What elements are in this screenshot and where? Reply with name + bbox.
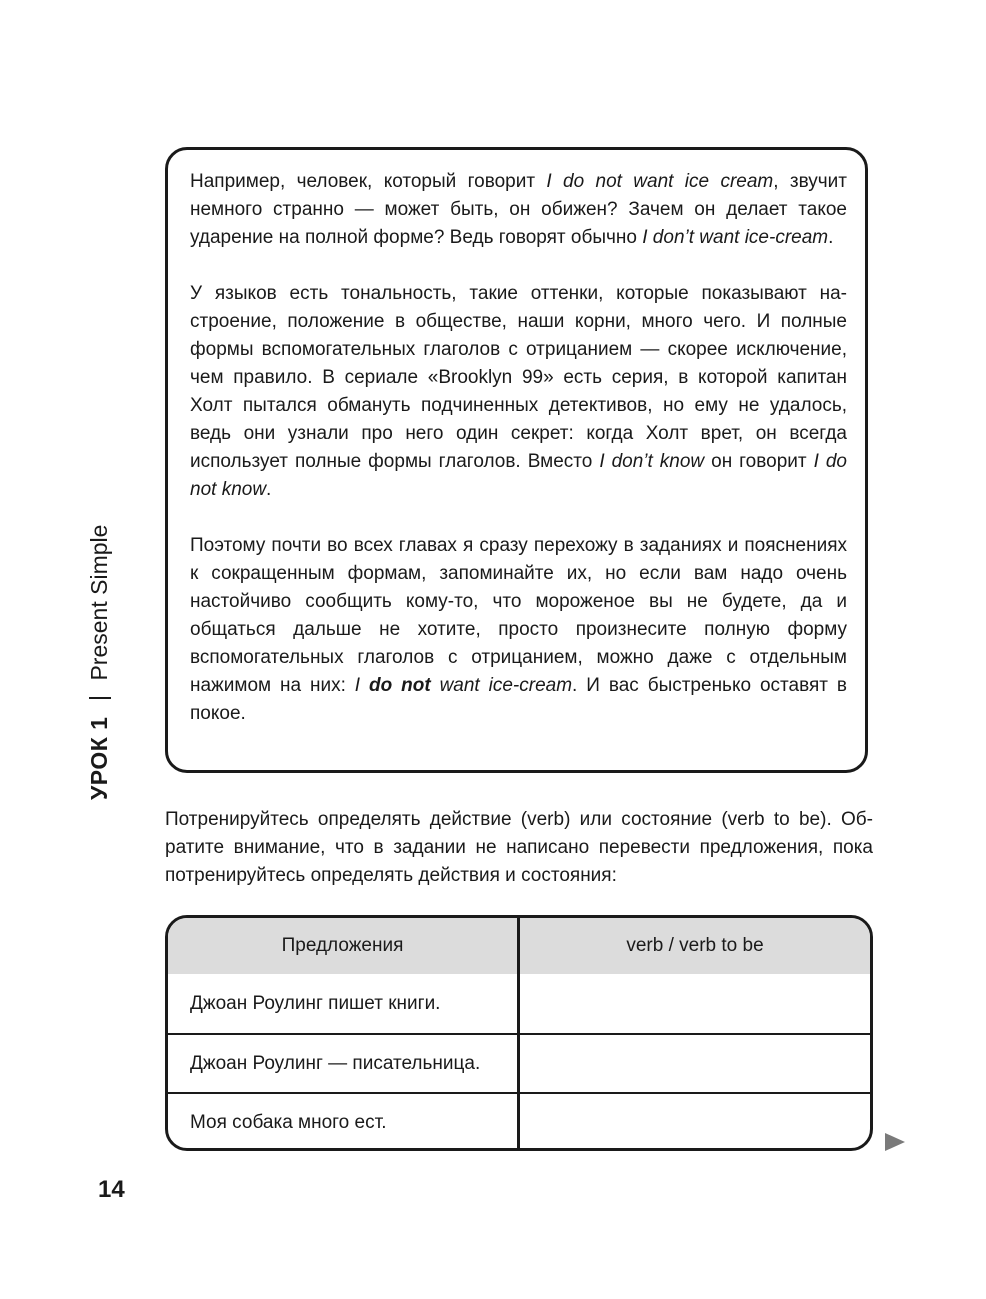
lesson-label: УРОК 1 — [86, 716, 112, 800]
note-paragraph-2: У языков есть тональность, такие оттенки, которые показывают настроение, положение в обществе, наши корни, много чего. И полные формы вспомогательных глаголов с отрицанием — скорее исключение, чем правило. В сериале «Brooklyn 99» есть серия, в которой капитан Холт пытался обмануть подчиненных детективов, но ему не удалось, ведь они узнали про него один секрет: когда Холт врет, он всегда использует полные формы глаголов. Вместо I don’t know он говорит I do not know. — [190, 283, 847, 500]
note-box-text — [190, 168, 847, 728]
lesson-sidebar — [88, 525, 111, 800]
sidebar-divider — [89, 697, 111, 699]
table-row — [168, 974, 870, 1033]
header-verb-type: verb / verb to be — [626, 935, 764, 956]
sentence-cell: Джоан Роулинг пишет книги. — [168, 974, 520, 1033]
answer-cell[interactable] — [520, 1094, 870, 1151]
sentence-cell: Моя собака много ест. — [168, 1094, 520, 1151]
table-row — [168, 1033, 870, 1092]
exercise-table — [165, 915, 873, 1151]
sentence-cell: Джоан Роулинг — писательница. — [168, 1035, 520, 1092]
topic-label: Present Simple — [86, 524, 112, 681]
answer-cell[interactable] — [520, 1035, 870, 1092]
next-arrow-icon[interactable] — [885, 1133, 905, 1151]
note-paragraph-3: Поэтому почти во всех главах я сразу перехожу в заданиях и пояснениях к сокращенным формам, запоминайте их, но если вам надо очень настойчиво сообщить кому-то, что мороженое вы не будете, да и общаться дальше не хотите, просто произнесите полную форму вспомогательных глаголов с отрицанием, можно даже с отдельным нажимом на них: I do not want ice-cream. И вас быстренько оставят в покое. — [190, 535, 847, 724]
table-header-row — [168, 918, 870, 974]
exercise-instructions: Потренируйтесь определять действие (verb) или состояние (verb to be). Обратите внимание, что в задании не написано перевести предложения, пока потренируйтесь определять действия и состояния: — [165, 809, 873, 886]
header-sentences: Предложения — [168, 918, 520, 974]
table-row — [168, 1092, 870, 1151]
answer-cell[interactable] — [520, 974, 870, 1033]
note-paragraph-1: Например, человек, который говорит I do not want ice cream, звучит немного странно — может быть, он обижен? Зачем он делает такое ударение на полной форме? Ведь говорят обычно I don’t want ice-cream. — [190, 171, 847, 248]
page-number: 14 — [98, 1176, 125, 1203]
